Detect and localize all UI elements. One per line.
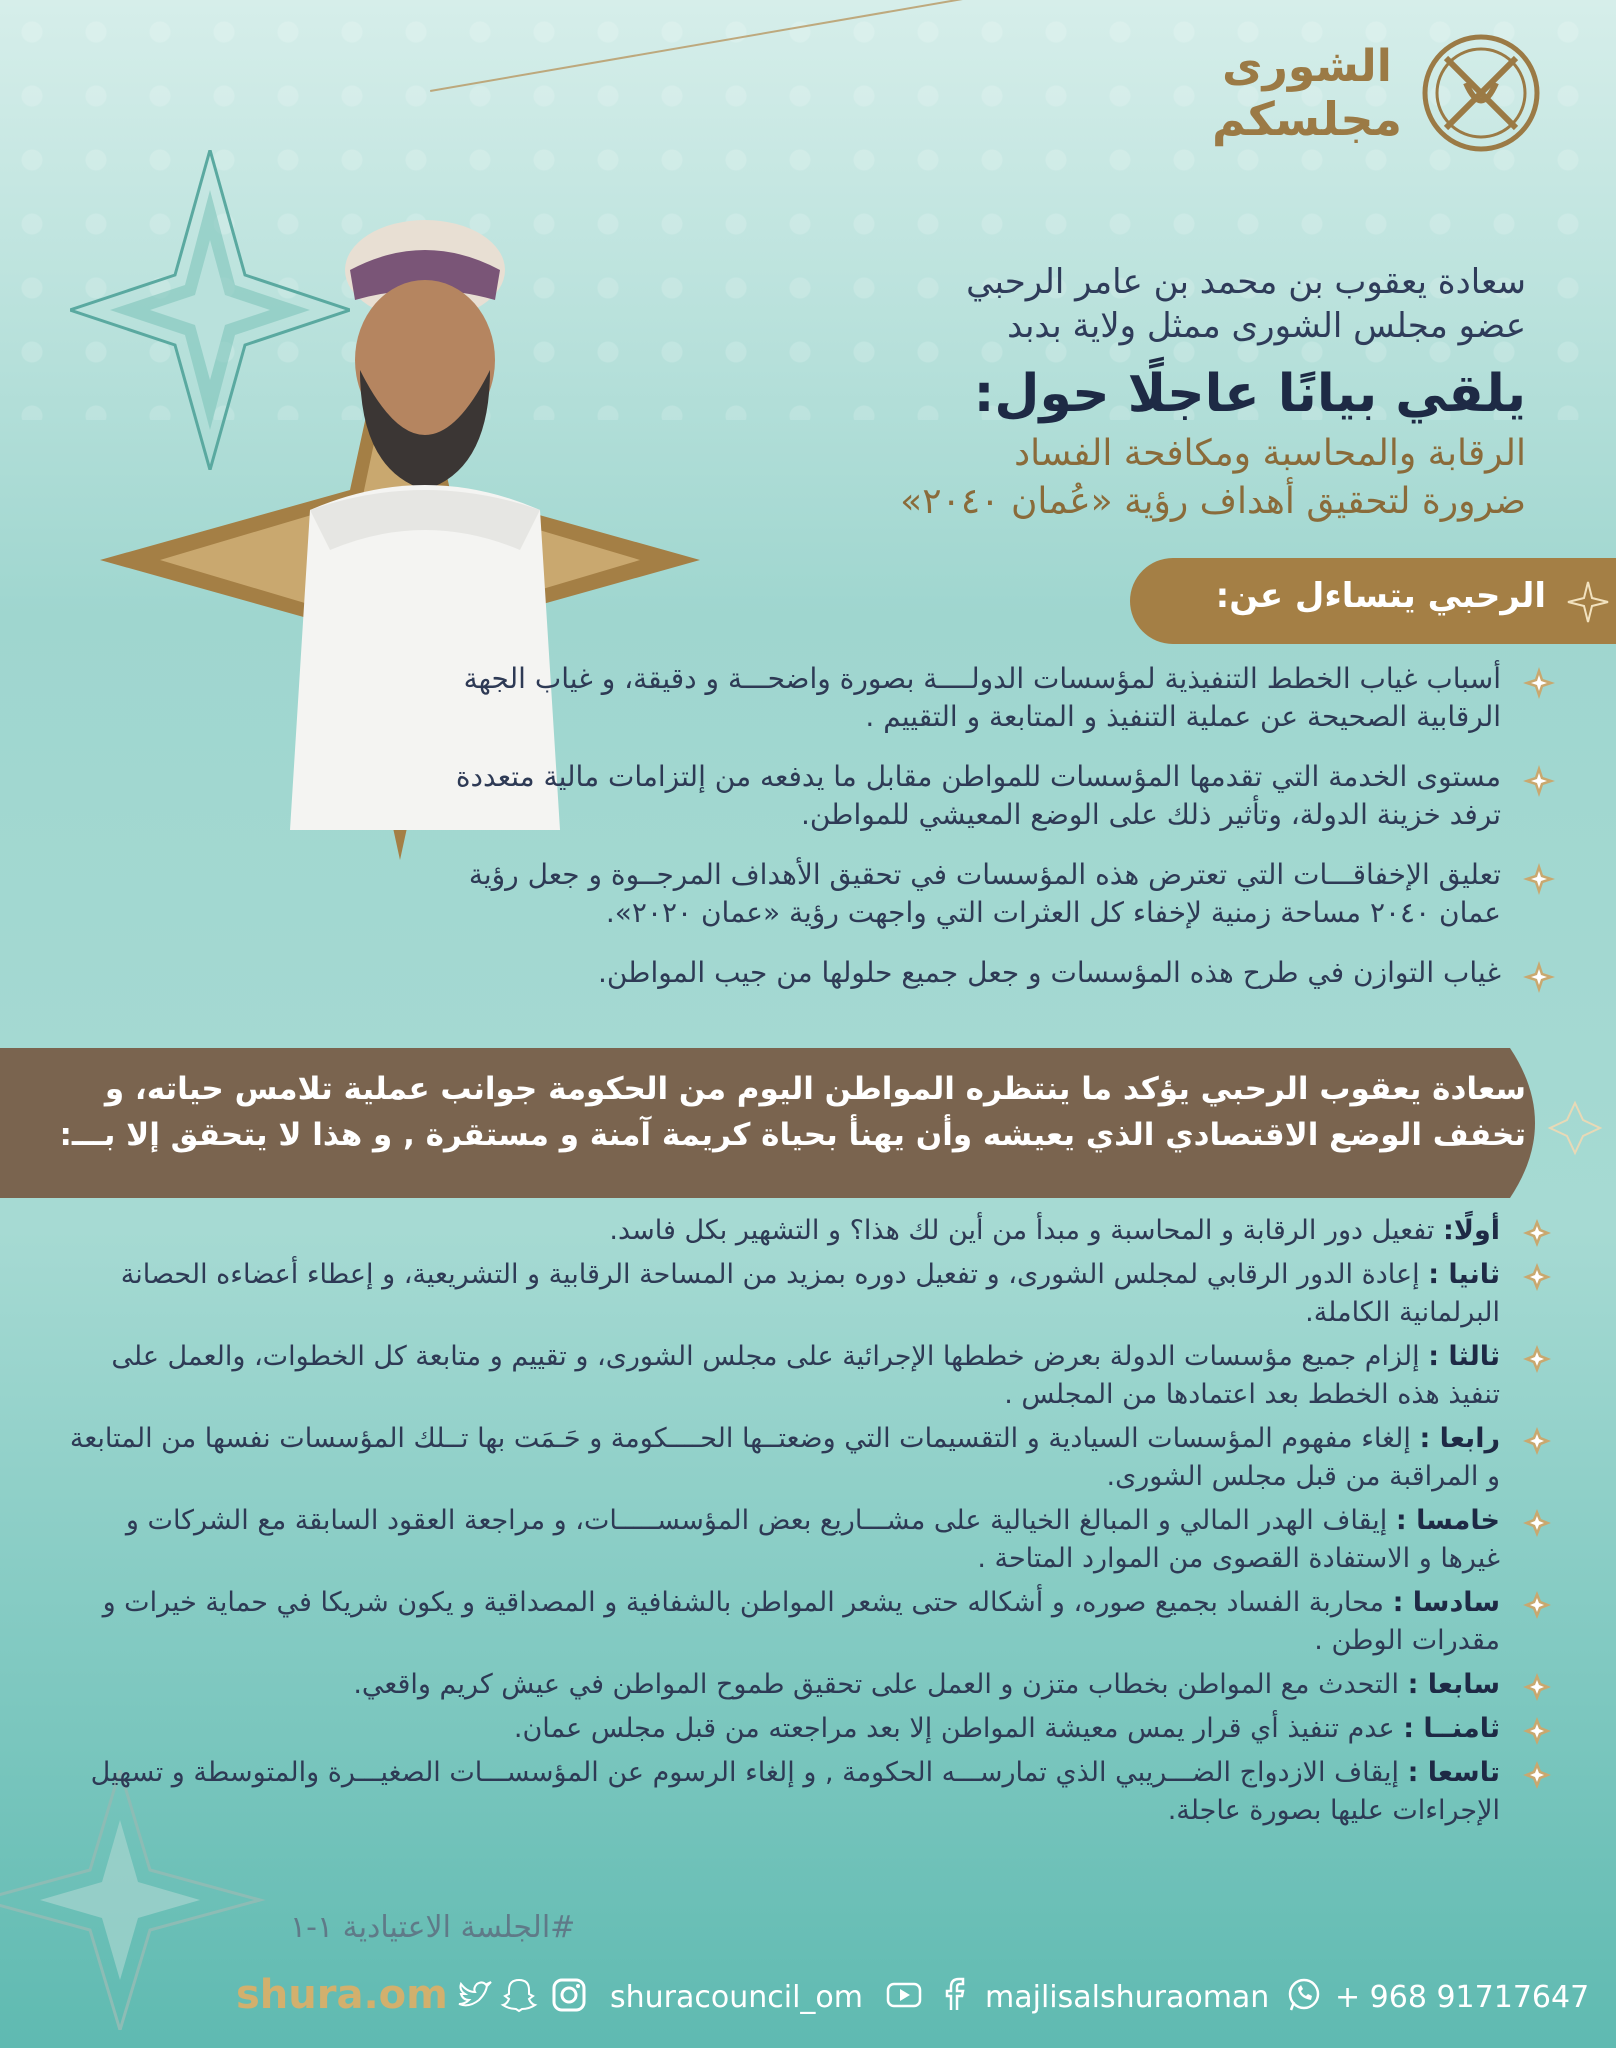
member-name: سعادة يعقوب بن محمد بن عامر الرحبي: [966, 262, 1526, 302]
header-block: [626, 260, 1526, 526]
statement-line-2: تخفف الوضع الاقتصادي الذي يعيشه وأن يهنأ بحياة كريمة آمنة و مستقرة , و هذا لا يتحقق إلا بـــ:: [59, 1117, 1526, 1153]
social-handle-2[interactable]: majlisalshuraoman: [985, 1980, 1270, 2015]
diamond-bullet-icon: [1522, 1426, 1552, 1456]
question-text: أسباب غياب الخطط التنفيذية لمؤسسات الدولــــة بصورة واضحـــة و دقيقة، و غياب الجهة الرقابية الصحيحة عن عملية التنفيذ و المتابعة و التقييم .: [463, 662, 1501, 733]
list-item: [66, 1502, 1556, 1578]
list-item: [66, 1584, 1556, 1660]
ornament-icon: [1566, 580, 1610, 624]
point-label: تاسعا :: [1407, 1757, 1500, 1788]
youtube-icon[interactable]: [885, 1976, 923, 2014]
diamond-bullet-icon: [1522, 1760, 1552, 1790]
point-label: ثانيا :: [1428, 1259, 1500, 1290]
list-item: [66, 1420, 1556, 1496]
list-item: [66, 1256, 1556, 1332]
point-label: ثالثا :: [1428, 1341, 1500, 1372]
list-item: [66, 1212, 1556, 1250]
website-link[interactable]: shura.om: [236, 1972, 448, 2018]
point-label: سادسا :: [1392, 1587, 1500, 1618]
diamond-bullet-icon: [1522, 1262, 1552, 1292]
point-text: التحدث مع المواطن بخطاب متزن و العمل على تحقيق طموح المواطن في عيش كريم واقعي.: [353, 1669, 1399, 1700]
diamond-bullet-icon: [1522, 764, 1556, 798]
list-item: [436, 758, 1556, 834]
emblem-icon: [1416, 28, 1546, 158]
twitter-icon[interactable]: [455, 1976, 493, 2014]
point-label: أولًا:: [1443, 1215, 1500, 1246]
facebook-icon[interactable]: [935, 1976, 973, 2014]
point-label: سابعا :: [1407, 1669, 1500, 1700]
point-label: ثامنــا :: [1403, 1713, 1500, 1744]
question-text: مستوى الخدمة التي تقدمها المؤسسات للمواطن مقابل ما يدفعه من إلتزامات مالية متعددة ترفد خزينة الدولة، وتأثير ذلك على الوضع المعيشي للمواطن.: [455, 760, 1501, 831]
points-list: [66, 1212, 1556, 1836]
point-text: عدم تنفيذ أي قرار يمس معيشة المواطن إلا بعد مراجعته من قبل مجلس عمان.: [513, 1713, 1395, 1744]
point-label: رابعا :: [1419, 1423, 1500, 1454]
point-label: خامسا :: [1395, 1505, 1500, 1536]
subtitle-2: ضرورة لتحقيق أهداف رؤية «عُمان ٢٠٤٠»: [900, 481, 1526, 522]
questions-banner: [1130, 558, 1616, 644]
diamond-bullet-icon: [1522, 1508, 1552, 1538]
list-item: [66, 1710, 1556, 1748]
point-text: إلغاء مفهوم المؤسسات السيادية و التقسيمات التي وضعتــها الحــــكومة و حَـمَت بها تــلك المؤسسات نفسها من المتابعة و المراقبة من قبل مجلس الشورى.: [69, 1423, 1500, 1492]
list-item: [66, 1666, 1556, 1704]
point-text: محاربة الفساد بجميع صوره، و أشكاله حتى يشعر المواطن بالشفافية و المصداقية و يكون شريكا في حماية خيرات و مقدرات الوطن .: [102, 1587, 1500, 1656]
list-item: [66, 1338, 1556, 1414]
hashtag: #الجلسة الاعتيادية ١-١: [290, 1910, 576, 1945]
member-role: عضو مجلس الشورى ممثل ولاية بدبد: [1007, 306, 1526, 346]
diamond-bullet-icon: [1522, 1716, 1552, 1746]
diamond-bullet-icon: [1522, 1218, 1552, 1248]
diamond-bullet-icon: [1522, 1672, 1552, 1702]
statement-line-1: سعادة يعقوب الرحبي يؤكد ما ينتظره المواطن اليوم من الحكومة جوانب عملية تلامس حياته، و: [104, 1071, 1526, 1107]
logo-line-2: مجلسكم: [1211, 92, 1402, 146]
point-text: تفعيل دور الرقابة و المحاسبة و مبدأ من أين لك هذا؟ و التشهير بكل فاسد.: [609, 1215, 1435, 1246]
statement-text: [36, 1066, 1526, 1158]
whatsapp-icon[interactable]: [1285, 1976, 1323, 2014]
list-item: [436, 660, 1556, 736]
questions-banner-label: الرحبي يتساءل عن:: [1215, 576, 1546, 616]
diamond-bullet-icon: [1522, 666, 1556, 700]
list-item: [66, 1754, 1556, 1830]
phone-number[interactable]: + 968 91717647: [1335, 1980, 1590, 2015]
diamond-bullet-icon: [1522, 1344, 1552, 1374]
page-title: يلقي بيانًا عاجلًا حول:: [973, 364, 1526, 424]
subtitle-1: الرقابة والمحاسبة ومكافحة الفساد: [1014, 433, 1526, 474]
instagram-icon[interactable]: [550, 1976, 588, 2014]
point-text: إيقاف الهدر المالي و المبالغ الخيالية على مشـــاريع بعض المؤسســـــات، و مراجعة العقود السابقة مع الشركات و غيرها و الاستفادة القصوى من الموارد المتاحة .: [125, 1505, 1500, 1574]
question-text: تعليق الإخفاقـــات التي تعترض هذه المؤسسات في تحقيق الأهداف المرجــوة و جعل رؤية عمان ٢٠٤٠ مساحة زمنية لإخفاء كل العثرات التي واجهت رؤية «عمان ٢٠٢٠».: [468, 858, 1501, 929]
diamond-bullet-icon: [1522, 960, 1556, 994]
logo-wordmark: [1212, 41, 1402, 145]
social-handle-1[interactable]: shuracouncil_om: [610, 1980, 863, 2015]
list-item: [436, 856, 1556, 932]
logo: [1106, 28, 1546, 158]
diamond-bullet-icon: [1522, 862, 1556, 896]
point-text: إعادة الدور الرقابي لمجلس الشورى، و تفعيل دوره بمزيد من المساحة الرقابية و التشريعية، و إعطاء أعضاءه الحصانة البرلمانية الكاملة.: [120, 1259, 1500, 1328]
diamond-bullet-icon: [1522, 1590, 1552, 1620]
point-text: إلزام جميع مؤسسات الدولة بعرض خططها الإجرائية على مجلس الشورى، و تقييم و متابعة كل الخطوات، والعمل على تنفيذ هذه الخطط بعد اعتمادها من المجلس .: [111, 1341, 1500, 1410]
logo-line-1: الشورى: [1222, 41, 1392, 92]
list-item: [436, 954, 1556, 992]
snapchat-icon[interactable]: [500, 1976, 538, 2014]
point-text: إيقاف الازدواج الضـــريبي الذي تمارســـه الحكومة , و إلغاء الرسوم عن المؤسســـات الصغيـــرة والمتوسطة و تسهيل الإجراءات عليها بصورة عاجلة.: [90, 1757, 1500, 1826]
questions-list: [436, 660, 1556, 1014]
question-text: غياب التوازن في طرح هذه المؤسسات و جعل جميع حلولها من جيب المواطن.: [597, 956, 1501, 989]
